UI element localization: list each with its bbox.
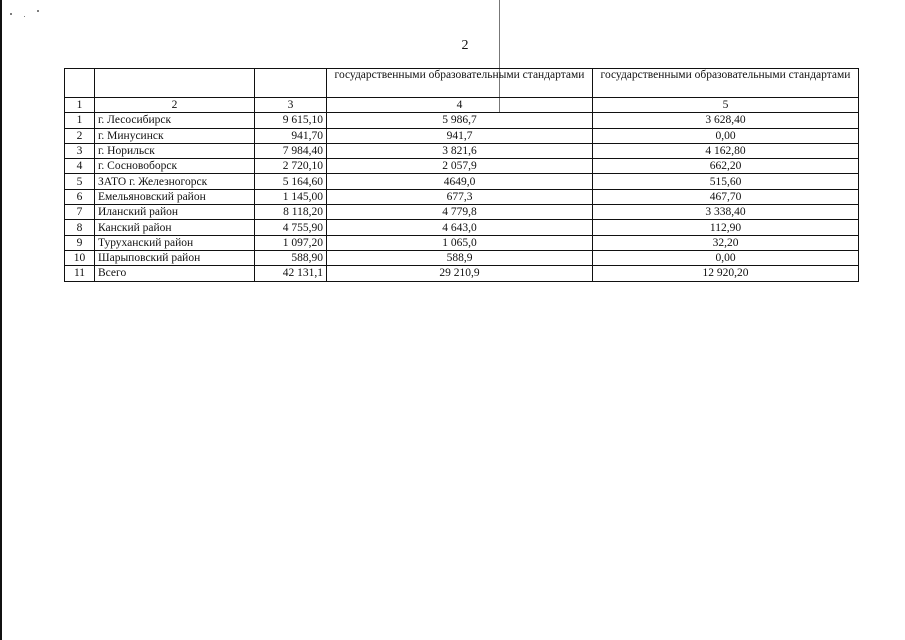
page-number: 2	[461, 38, 469, 53]
row-number: 8	[65, 220, 95, 235]
region-name: Иланский район	[95, 205, 255, 220]
region-name: Туруханский район	[95, 235, 255, 250]
region-name: г. Минусинск	[95, 128, 255, 143]
row-number: 10	[65, 250, 95, 265]
standards-value-col4: 2 057,9	[327, 159, 593, 174]
total-value: 42 131,1	[255, 266, 327, 281]
standards-value-col5: 12 920,20	[593, 266, 859, 281]
standards-value-col4: 4 779,8	[327, 205, 593, 220]
standards-value-col4: 29 210,9	[327, 266, 593, 281]
standards-value-col5: 515,60	[593, 174, 859, 189]
standards-value-col4: 677,3	[327, 189, 593, 204]
region-name: Всего	[95, 266, 255, 281]
table-row	[65, 128, 859, 143]
table-row	[65, 189, 859, 204]
row-number: 9	[65, 235, 95, 250]
table-header-row	[65, 69, 859, 98]
region-name: Шарыповский район	[95, 250, 255, 265]
standards-value-col5: 3 628,40	[593, 113, 859, 128]
region-name: Канский район	[95, 220, 255, 235]
table-row	[65, 266, 859, 281]
total-value: 588,90	[255, 250, 327, 265]
standards-value-col5: 4 162,80	[593, 143, 859, 158]
column-number: 4	[327, 98, 593, 113]
table-row	[65, 159, 859, 174]
total-value: 941,70	[255, 128, 327, 143]
standards-value-col4: 4 643,0	[327, 220, 593, 235]
region-name: г. Сосновоборск	[95, 159, 255, 174]
row-number: 3	[65, 143, 95, 158]
regions-table-body	[65, 69, 859, 282]
total-value: 5 164,60	[255, 174, 327, 189]
table-row	[65, 220, 859, 235]
row-number: 1	[65, 113, 95, 128]
scan-speck	[37, 10, 39, 12]
total-value: 2 720,10	[255, 159, 327, 174]
row-number: 4	[65, 159, 95, 174]
standards-value-col4: 3 821,6	[327, 143, 593, 158]
standards-value-col4: 941,7	[327, 128, 593, 143]
standards-value-col4: 5 986,7	[327, 113, 593, 128]
row-number: 5	[65, 174, 95, 189]
column-number: 2	[95, 98, 255, 113]
table-row	[65, 143, 859, 158]
region-name: Емельяновский район	[95, 189, 255, 204]
standards-value-col5: 0,00	[593, 128, 859, 143]
region-name: г. Норильск	[95, 143, 255, 158]
table-row	[65, 250, 859, 265]
row-number: 2	[65, 128, 95, 143]
total-value: 7 984,40	[255, 143, 327, 158]
standards-value-col5: 467,70	[593, 189, 859, 204]
standards-value-col4: 588,9	[327, 250, 593, 265]
scan-left-edge	[0, 0, 2, 640]
row-number: 7	[65, 205, 95, 220]
row-number: 11	[65, 266, 95, 281]
table-row	[65, 205, 859, 220]
header-col3	[255, 69, 327, 98]
table-row	[65, 174, 859, 189]
region-name: г. Лесосибирск	[95, 113, 255, 128]
header-col1	[65, 69, 95, 98]
column-number: 1	[65, 98, 95, 113]
standards-value-col5: 3 338,40	[593, 205, 859, 220]
total-value: 1 145,00	[255, 189, 327, 204]
table-row	[65, 113, 859, 128]
column-number-row	[65, 98, 859, 113]
total-value: 4 755,90	[255, 220, 327, 235]
table-row	[65, 235, 859, 250]
scan-speck	[24, 16, 25, 17]
total-value: 1 097,20	[255, 235, 327, 250]
standards-value-col4: 1 065,0	[327, 235, 593, 250]
header-col2	[95, 69, 255, 98]
standards-value-col5: 112,90	[593, 220, 859, 235]
header-col5: государственными образовательными стандартами	[593, 69, 859, 98]
total-value: 9 615,10	[255, 113, 327, 128]
header-col4: государственными образовательными стандартами	[327, 69, 593, 98]
regions-table	[64, 68, 859, 282]
standards-value-col5: 0,00	[593, 250, 859, 265]
standards-value-col5: 662,20	[593, 159, 859, 174]
standards-value-col4: 4649,0	[327, 174, 593, 189]
column-number: 5	[593, 98, 859, 113]
standards-value-col5: 32,20	[593, 235, 859, 250]
region-name: ЗАТО г. Железногорск	[95, 174, 255, 189]
scan-speck	[10, 13, 12, 15]
column-number: 3	[255, 98, 327, 113]
total-value: 8 118,20	[255, 205, 327, 220]
row-number: 6	[65, 189, 95, 204]
